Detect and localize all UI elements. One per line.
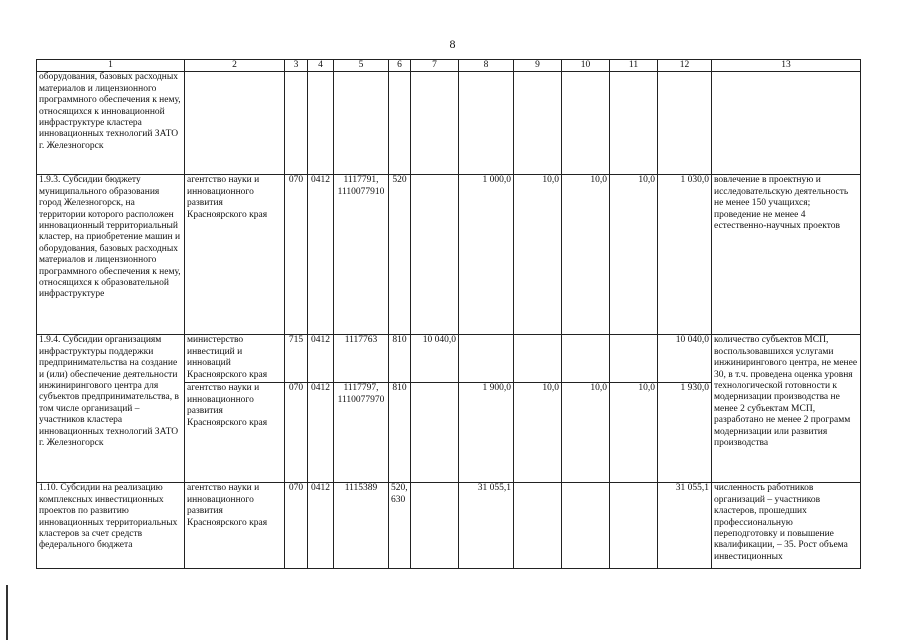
value-col-7 [411, 175, 459, 335]
column-header: 3 [285, 60, 308, 72]
value-col-10 [562, 483, 610, 569]
expected-result: вовлечение в проектную и исследовательскую деятельность не менее 150 учащихся; проведение не менее 4 естественно-научных проектов [712, 175, 861, 335]
code-rzpr [308, 72, 334, 175]
value-col-8: 1 900,0 [459, 383, 514, 483]
column-header: 12 [658, 60, 712, 72]
activity-name: 1.10. Субсидии на реализацию комплексных инвестиционных проектов по развитию инновационных территориальных кластеров за счет средств федерального бюджета [37, 483, 185, 569]
code-grbs: 715 [285, 335, 308, 383]
value-col-11: 10,0 [610, 383, 658, 483]
value-col-9 [514, 72, 562, 175]
code-csr: 1115389 [334, 483, 389, 569]
code-grbs [285, 72, 308, 175]
header-row [37, 60, 861, 72]
column-header: 2 [185, 60, 285, 72]
value-col-10: 10,0 [562, 175, 610, 335]
expected-result: численность работников организаций – участников кластеров, прошедших профессиональную переподготовку и повышение квалификации, – 35. Рост объема инвестиционных [712, 483, 861, 569]
column-header: 7 [411, 60, 459, 72]
column-header: 10 [562, 60, 610, 72]
total-value: 31 055,1 [658, 483, 712, 569]
code-rzpr: 0412 [308, 175, 334, 335]
table-row [37, 483, 861, 569]
total-value [658, 72, 712, 175]
value-col-9: 10,0 [514, 383, 562, 483]
activity-name: оборудования, базовых расходных материалов и лицензионного программного обеспечения к нему, относящихся к инновационной инфраструктуре кластера инновационных технологий ЗАТО г. Железногорск [37, 72, 185, 175]
value-col-8 [459, 335, 514, 383]
executor: агентство науки и инновационного развития Красноярского края [185, 175, 285, 335]
value-col-8: 1 000,0 [459, 175, 514, 335]
value-col-8: 31 055,1 [459, 483, 514, 569]
value-col-9 [514, 335, 562, 383]
value-col-11 [610, 483, 658, 569]
code-vr [389, 72, 411, 175]
value-col-7 [411, 72, 459, 175]
value-col-7 [411, 483, 459, 569]
code-vr: 520, 630 [389, 483, 411, 569]
total-value: 10 040,0 [658, 335, 712, 383]
activity-name: 1.9.3. Субсидии бюджету муниципального образования город Железногорск, на территории которого расположен инновационный территориальный кластер, на приобретение машин и оборудования, базовых расходных материалов и лицензионного программного обеспечения к нему, относящихся к образовательной инфраструктуре [37, 175, 185, 335]
expected-result [712, 72, 861, 175]
code-csr [334, 72, 389, 175]
program-table [36, 59, 861, 569]
code-csr: 1117791, 1110077910 [334, 175, 389, 335]
column-header: 5 [334, 60, 389, 72]
total-value: 1 930,0 [658, 383, 712, 483]
value-col-8 [459, 72, 514, 175]
expected-result: количество субъектов МСП, воспользовавшихся услугами инжинирингового центра, не менее 30, в т.ч. проведена оценка уровня технологической готовности к модернизации производства не менее 2 субъектам МСП, разработано не менее 2 программ модернизации или развития производства [712, 335, 861, 483]
executor [185, 72, 285, 175]
value-col-11 [610, 72, 658, 175]
code-rzpr: 0412 [308, 483, 334, 569]
value-col-9: 10,0 [514, 175, 562, 335]
code-rzpr: 0412 [308, 383, 334, 483]
value-col-10 [562, 335, 610, 383]
value-col-10: 10,0 [562, 383, 610, 483]
column-header: 9 [514, 60, 562, 72]
table-row [37, 175, 861, 335]
code-rzpr: 0412 [308, 335, 334, 383]
executor: агентство науки и инновационного развития Красноярского края [185, 483, 285, 569]
code-grbs: 070 [285, 383, 308, 483]
value-col-11 [610, 335, 658, 383]
column-header: 8 [459, 60, 514, 72]
code-grbs: 070 [285, 483, 308, 569]
scan-edge-mark [6, 585, 8, 640]
activity-name: 1.9.4. Субсидии организациям инфраструктуры поддержки предпринимательства на создание и (или) обеспечение деятельности инжинирингового центра для субъектов предпринимательства, в том числе организаций – участников кластера инновационных технологий ЗАТО г. Железногорск [37, 335, 185, 483]
code-csr: 1117763 [334, 335, 389, 383]
column-header: 6 [389, 60, 411, 72]
code-csr: 1117797, 1110077970 [334, 383, 389, 483]
table-row [37, 335, 861, 383]
value-col-7 [411, 383, 459, 483]
value-col-11: 10,0 [610, 175, 658, 335]
value-col-9 [514, 483, 562, 569]
total-value: 1 030,0 [658, 175, 712, 335]
executor: министерство инвестиций и инноваций Красноярского края [185, 335, 285, 383]
column-header: 13 [712, 60, 861, 72]
value-col-10 [562, 72, 610, 175]
page-number: 8 [449, 37, 456, 51]
code-vr: 810 [389, 335, 411, 383]
executor: агентство науки и инновационного развития Красноярского края [185, 383, 285, 483]
code-vr: 520 [389, 175, 411, 335]
table-row [37, 72, 861, 175]
code-vr: 810 [389, 383, 411, 483]
column-header: 11 [610, 60, 658, 72]
column-header: 4 [308, 60, 334, 72]
code-grbs: 070 [285, 175, 308, 335]
value-col-7: 10 040,0 [411, 335, 459, 383]
column-header: 1 [37, 60, 185, 72]
